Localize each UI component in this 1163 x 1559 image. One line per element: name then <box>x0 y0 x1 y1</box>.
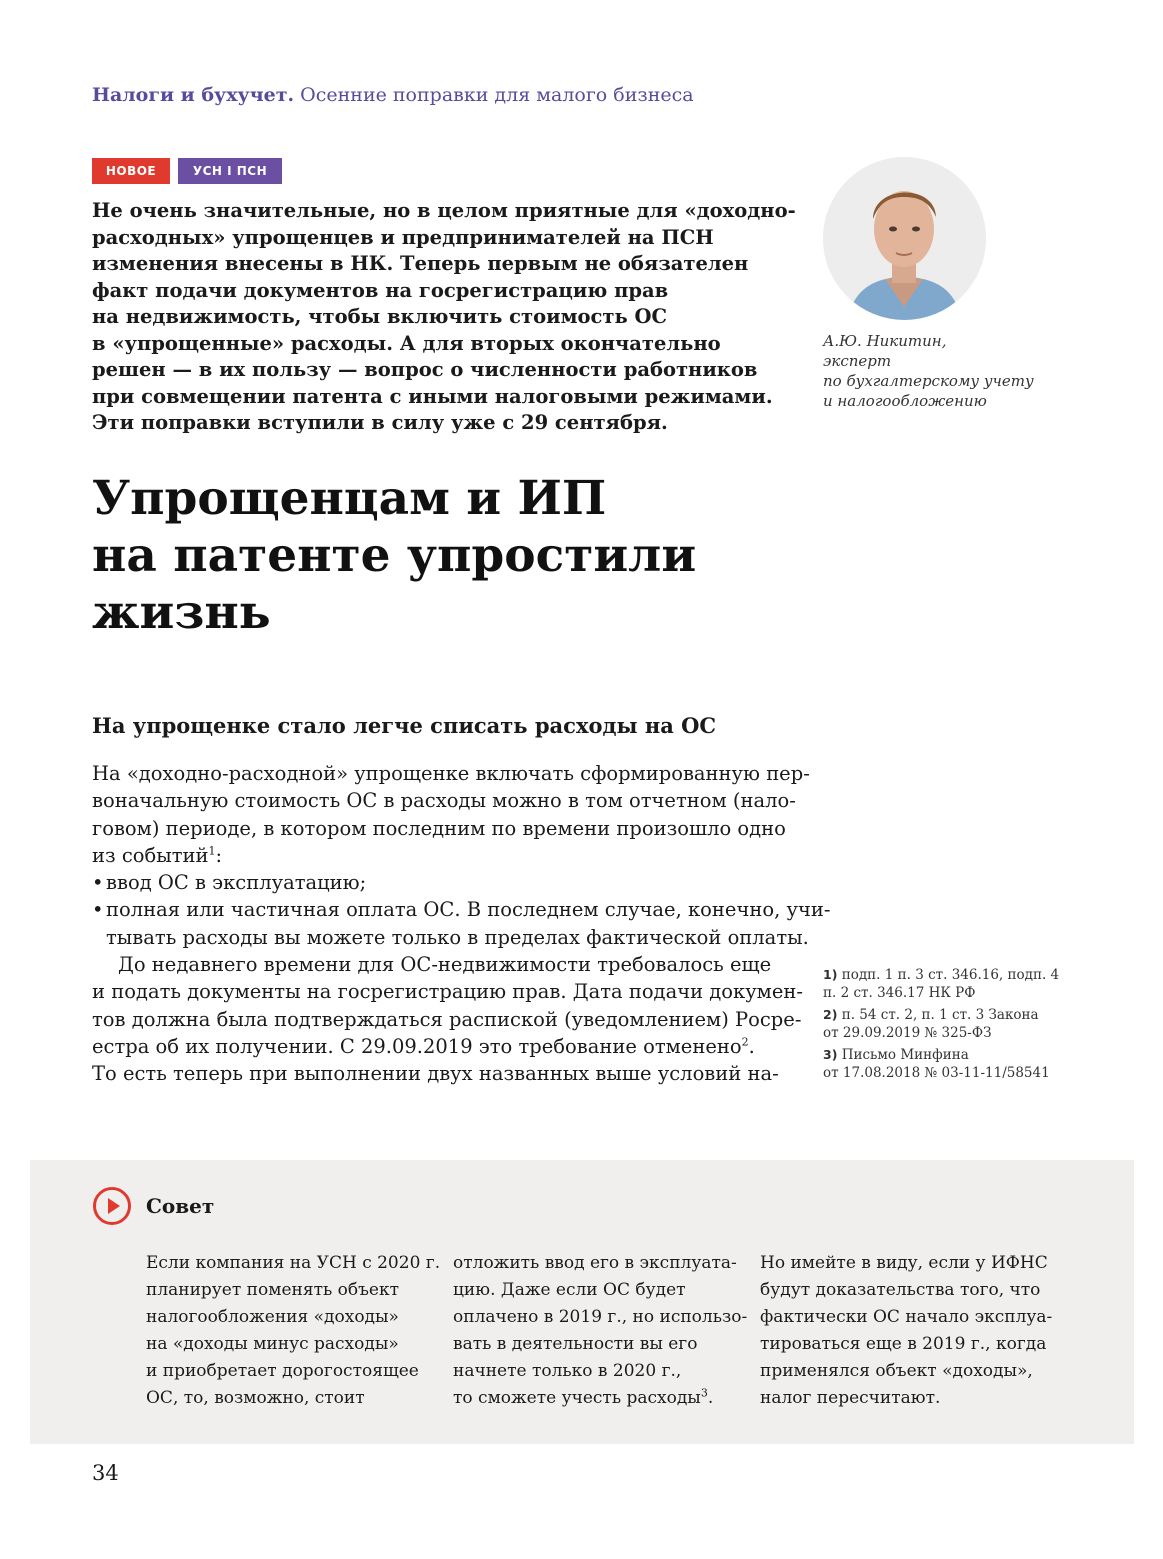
footnote-number: 1) <box>823 967 838 982</box>
footnote-text: п. 2 ст. 346.17 НК РФ <box>823 985 976 1001</box>
author-portrait <box>823 157 986 320</box>
body-line: воначальную стоимость ОС в расходы можно в том отчетном (нало- <box>92 789 796 813</box>
author-role: и налогообложению <box>823 392 987 410</box>
bullet-text: ввод ОС в эксплуатацию; <box>106 871 367 895</box>
advice-line: налогообложения «доходы» <box>146 1307 399 1327</box>
bullet-icon: • <box>92 871 104 895</box>
advice-line: Но имейте в виду, если у ИФНС <box>760 1253 1048 1273</box>
advice-line: цию. Даже если ОС будет <box>453 1280 686 1300</box>
body-text-span: . <box>748 1034 755 1058</box>
body-line: То есть теперь при выполнении двух названных выше условий на- <box>92 1062 779 1086</box>
lead-line: Эти поправки вступили в силу уже с 29 сентября. <box>92 411 668 434</box>
footnote-1 <box>823 966 1073 1002</box>
advice-text-span: . <box>707 1388 714 1408</box>
lead-paragraph <box>92 198 796 437</box>
body-line: До недавнего времени для ОС-недвижимости требовалось еще <box>118 953 772 977</box>
play-icon <box>92 1186 132 1226</box>
footnote-2 <box>823 1006 1073 1042</box>
tag-new: НОВОЕ <box>92 158 170 184</box>
advice-line: будут доказательства того, что <box>760 1280 1041 1300</box>
body-text-span: естра об их получении. С 29.09.2019 это требование отменено <box>92 1034 742 1058</box>
advice-line <box>453 1385 743 1412</box>
footnote-text: п. 54 ст. 2, п. 1 ст. 3 Закона <box>841 1007 1039 1023</box>
advice-line: фактически ОС начало эксплуа- <box>760 1307 1053 1327</box>
lead-line: в «упрощенные» расходы. А для вторых окончательно <box>92 331 721 355</box>
section-subtitle: Осенние поправки для малого бизнеса <box>300 84 694 106</box>
body-text-span: : <box>215 843 223 867</box>
body-text <box>92 760 831 1088</box>
body-line: На «доходно-расходной» упрощенке включать сформированную пер- <box>92 762 810 785</box>
advice-line: налог пересчитают. <box>760 1388 941 1408</box>
advice-title: Совет <box>146 1194 215 1218</box>
bullet-text: полная или частичная оплата ОС. В последнем случае, конечно, учи- <box>106 898 831 922</box>
advice-box-edge <box>30 1156 1134 1164</box>
footnote-text: Письмо Минфина <box>841 1047 969 1063</box>
bullet-icon: • <box>92 898 104 922</box>
footnote-text: от 17.08.2018 № 03-11-11/58541 <box>823 1065 1050 1081</box>
advice-line: оплачено в 2019 г., но использо- <box>453 1307 748 1327</box>
body-line <box>92 1033 772 1060</box>
lead-line: на недвижимость, чтобы включить стоимость ОС <box>92 305 668 328</box>
bullet-item <box>92 869 772 896</box>
section-subheading: На упрощенке стало легче списать расходы на ОС <box>92 713 717 738</box>
advice-line: ОС, то, возможно, стоит <box>146 1388 365 1408</box>
running-head <box>92 84 694 106</box>
footnote-text: от 29.09.2019 № 325-ФЗ <box>823 1025 992 1041</box>
footnote-text: подп. 1 п. 3 ст. 346.16, подп. 4 <box>841 967 1060 983</box>
footnote-ref-2[interactable]: 2 <box>741 1035 749 1049</box>
author-photo-illustration <box>823 157 986 320</box>
advice-line: Если компания на УСН с 2020 г. <box>146 1253 441 1273</box>
footnote-number: 3) <box>823 1047 838 1062</box>
author-caption <box>823 331 1053 411</box>
advice-line: и приобретает дорогостоящее <box>146 1361 419 1381</box>
title-line: Упрощенцам и ИП <box>92 471 607 526</box>
footnote-ref-3[interactable]: 3 <box>700 1386 708 1400</box>
article-title <box>92 470 792 641</box>
lead-line: расходных» упрощенцев и предпринимателей на ПСН <box>92 225 714 249</box>
tag-usn-psn: УСН I ПСН <box>178 158 282 184</box>
advice-line: применялся объект «доходы», <box>760 1361 1033 1381</box>
lead-line: решен — в их пользу — вопрос о численности работников <box>92 358 758 381</box>
advice-line: начнете только в 2020 г., <box>453 1361 682 1381</box>
lead-line: изменения внесены в НК. Теперь первым не обязателен <box>92 252 749 275</box>
advice-line: отложить ввод его в эксплуата- <box>453 1253 737 1273</box>
advice-line: планирует поменять объект <box>146 1280 400 1300</box>
lead-line: при совмещении патента с иными налоговыми режимами. <box>92 384 773 408</box>
lead-line: факт подачи документов на госрегистрацию прав <box>92 278 669 302</box>
page-number: 34 <box>92 1461 119 1485</box>
body-text-span: из событий <box>92 843 209 867</box>
footnote-number: 2) <box>823 1007 838 1022</box>
body-line: тов должна была подтверждаться распиской (уведомлением) Росре- <box>92 1007 802 1031</box>
advice-text-span: то сможете учесть расходы <box>453 1388 701 1408</box>
footnotes <box>823 966 1073 1086</box>
advice-column-2 <box>453 1250 748 1412</box>
body-line: говом) периоде, в котором последним по времени произошло одно <box>92 816 786 840</box>
bullet-item <box>92 896 831 923</box>
advice-column-1 <box>146 1250 441 1412</box>
body-line <box>92 842 772 869</box>
author-name: А.Ю. Никитин, <box>823 332 947 350</box>
footnote-ref-1[interactable]: 1 <box>208 844 216 858</box>
bullet-continuation: тывать расходы вы можете только в пределах фактической оплаты. <box>106 925 809 949</box>
title-line: на патенте упростили <box>92 528 697 583</box>
footnote-3 <box>823 1046 1073 1082</box>
author-role: эксперт <box>823 352 892 370</box>
body-line: и подать документы на госрегистрацию прав. Дата подачи докумен- <box>92 980 803 1004</box>
author-role: по бухгалтерскому учету <box>823 372 1034 390</box>
lead-line: Не очень значительные, но в целом приятные для «доходно- <box>92 199 796 222</box>
advice-line: тироваться еще в 2019 г., когда <box>760 1334 1047 1354</box>
advice-line: вать в деятельности вы его <box>453 1334 698 1354</box>
title-line: жизнь <box>92 585 271 640</box>
advice-line: на «доходы минус расходы» <box>146 1334 399 1354</box>
advice-column-3 <box>760 1250 1053 1412</box>
section-name: Налоги и бухучет. <box>92 84 295 106</box>
